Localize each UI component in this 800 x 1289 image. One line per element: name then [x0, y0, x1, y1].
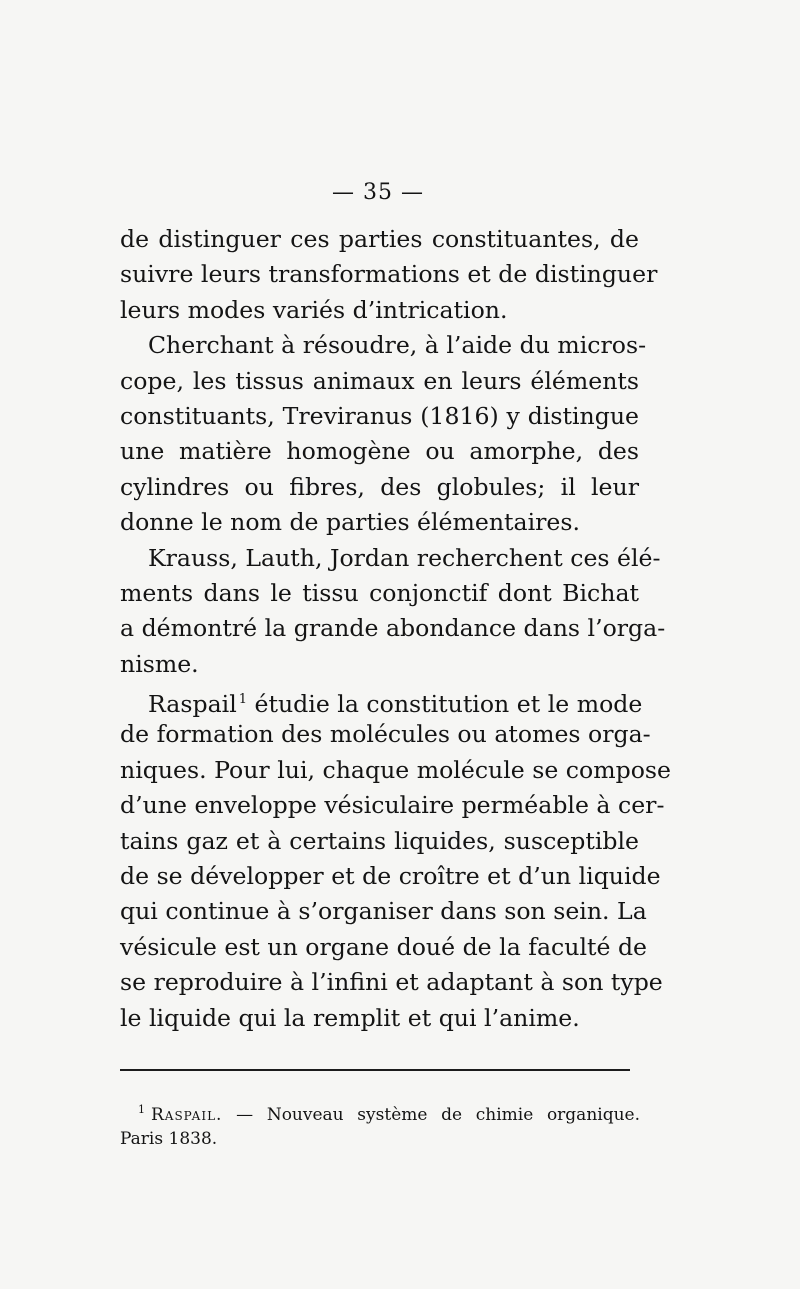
- text-fragment: étudie la constitution et le mode: [254, 690, 643, 719]
- paragraph-2: [120, 328, 647, 540]
- footnote: [120, 1098, 640, 1151]
- footnote-line: [120, 1098, 640, 1127]
- text-line: qui continue à s’organiser dans son sein. La: [120, 897, 647, 926]
- footnote-separator: [120, 1069, 630, 1071]
- footnote-line-2: Paris 1838.: [120, 1129, 218, 1149]
- text-line: leurs modes variés d’intrication.: [120, 295, 508, 324]
- body-text: [120, 222, 671, 1036]
- paragraph-1: [120, 222, 658, 328]
- footnote-text: — Nouveau système de chimie organique.: [236, 1105, 640, 1125]
- footnote-author: Raspail.: [151, 1105, 223, 1125]
- note-author-inline: Raspail: [148, 690, 237, 719]
- text-line: cope, les tissus animaux en leurs éléments: [120, 366, 639, 395]
- text-line: tains gaz et à certains liquides, susceptible: [120, 826, 639, 855]
- text-line: de se développer et de croître et d’un liquide: [120, 862, 661, 891]
- text-line: d’une enveloppe vésiculaire perméable à cer-: [120, 791, 665, 820]
- text-line: une matière homogène ou amorphe, des: [120, 437, 639, 466]
- text-line: suivre leurs transformations et de distinguer: [120, 260, 658, 289]
- text-line: niques. Pour lui, chaque molécule se compose: [120, 755, 671, 784]
- text-line: Krauss, Lauth, Jordan recherchent ces élé-: [148, 543, 661, 572]
- page-number: — 35 —: [332, 180, 424, 205]
- text-line: de formation des molécules ou atomes orga-: [120, 720, 651, 749]
- text-line: le liquide qui la remplit et qui l’anime.: [120, 1003, 580, 1032]
- text-line: donne le nom de parties élémentaires.: [120, 508, 580, 537]
- footnote-mark: 1: [138, 1103, 145, 1116]
- paragraph-4: [120, 682, 671, 1036]
- text-line: cylindres ou fibres, des globules; il leur: [120, 472, 639, 501]
- text-line: ments dans le tissu conjonctif dont Bichat: [120, 578, 639, 607]
- footnote-reference[interactable]: 1: [238, 692, 248, 708]
- text-line: nisme.: [120, 649, 199, 678]
- text-line: a démontré la grande abondance dans l’orga-: [120, 614, 666, 643]
- text-line-with-note: [120, 682, 643, 719]
- text-line: de distinguer ces parties constituantes, de: [120, 225, 639, 253]
- text-line: vésicule est un organe doué de la faculté de: [120, 932, 648, 961]
- paragraph-3: [120, 541, 666, 683]
- text-line: se reproduire à l’infini et adaptant à son type: [120, 968, 663, 997]
- text-line: Cherchant à résoudre, à l’aide du micros-: [148, 331, 647, 360]
- text-line: constituants, Treviranus (1816) y distingue: [120, 401, 639, 430]
